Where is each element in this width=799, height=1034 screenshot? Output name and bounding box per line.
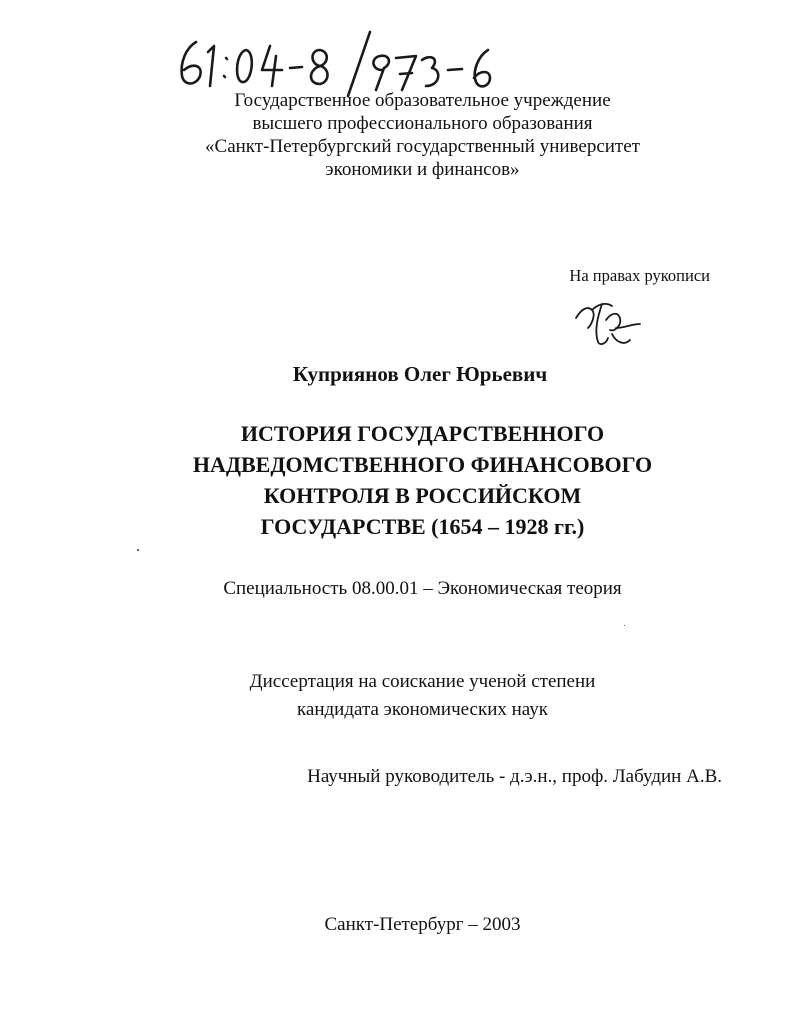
institution-line: экономики и финансов» — [325, 159, 520, 180]
institution-line: Государственное образовательное учреждение — [234, 90, 611, 111]
institution-block — [150, 89, 695, 181]
institution-line: «Санкт-Петербургский государственный университет — [205, 136, 640, 157]
handwritten-archive-code — [170, 28, 500, 98]
title-line: КОНТРОЛЯ В РОССИЙСКОМ — [263, 483, 582, 508]
title-line: ИСТОРИЯ ГОСУДАРСТВЕННОГО — [240, 421, 605, 446]
handwritten-code-drawing — [170, 28, 500, 98]
title-line: НАДВЕДОМСТВЕННОГО ФИНАНСОВОГО — [192, 452, 653, 477]
institution-line: высшего профессионального образования — [252, 113, 593, 134]
scan-speck — [137, 549, 139, 551]
degree-line: Диссертация на соискание ученой степени — [249, 671, 596, 692]
title-line: ГОСУДАРСТВЕ (1654 – 1928 гг.) — [260, 514, 585, 539]
scan-speck — [624, 625, 625, 626]
signature-drawing — [572, 298, 646, 350]
scientific-supervisor: Научный руководитель - д.э.н., проф. Лабудин А.В. — [307, 766, 722, 787]
dissertation-title — [150, 418, 695, 542]
degree-line: кандидата экономических наук — [296, 699, 549, 720]
signature — [572, 298, 646, 350]
city-and-year: Санкт-Петербург – 2003 — [324, 914, 521, 935]
manuscript-rights-label: На правах рукописи — [569, 266, 710, 285]
specialty-line: Специальность 08.00.01 – Экономическая теория — [223, 578, 622, 599]
author-name: Куприянов Олег Юрьевич — [292, 362, 548, 386]
degree-block — [150, 668, 695, 724]
